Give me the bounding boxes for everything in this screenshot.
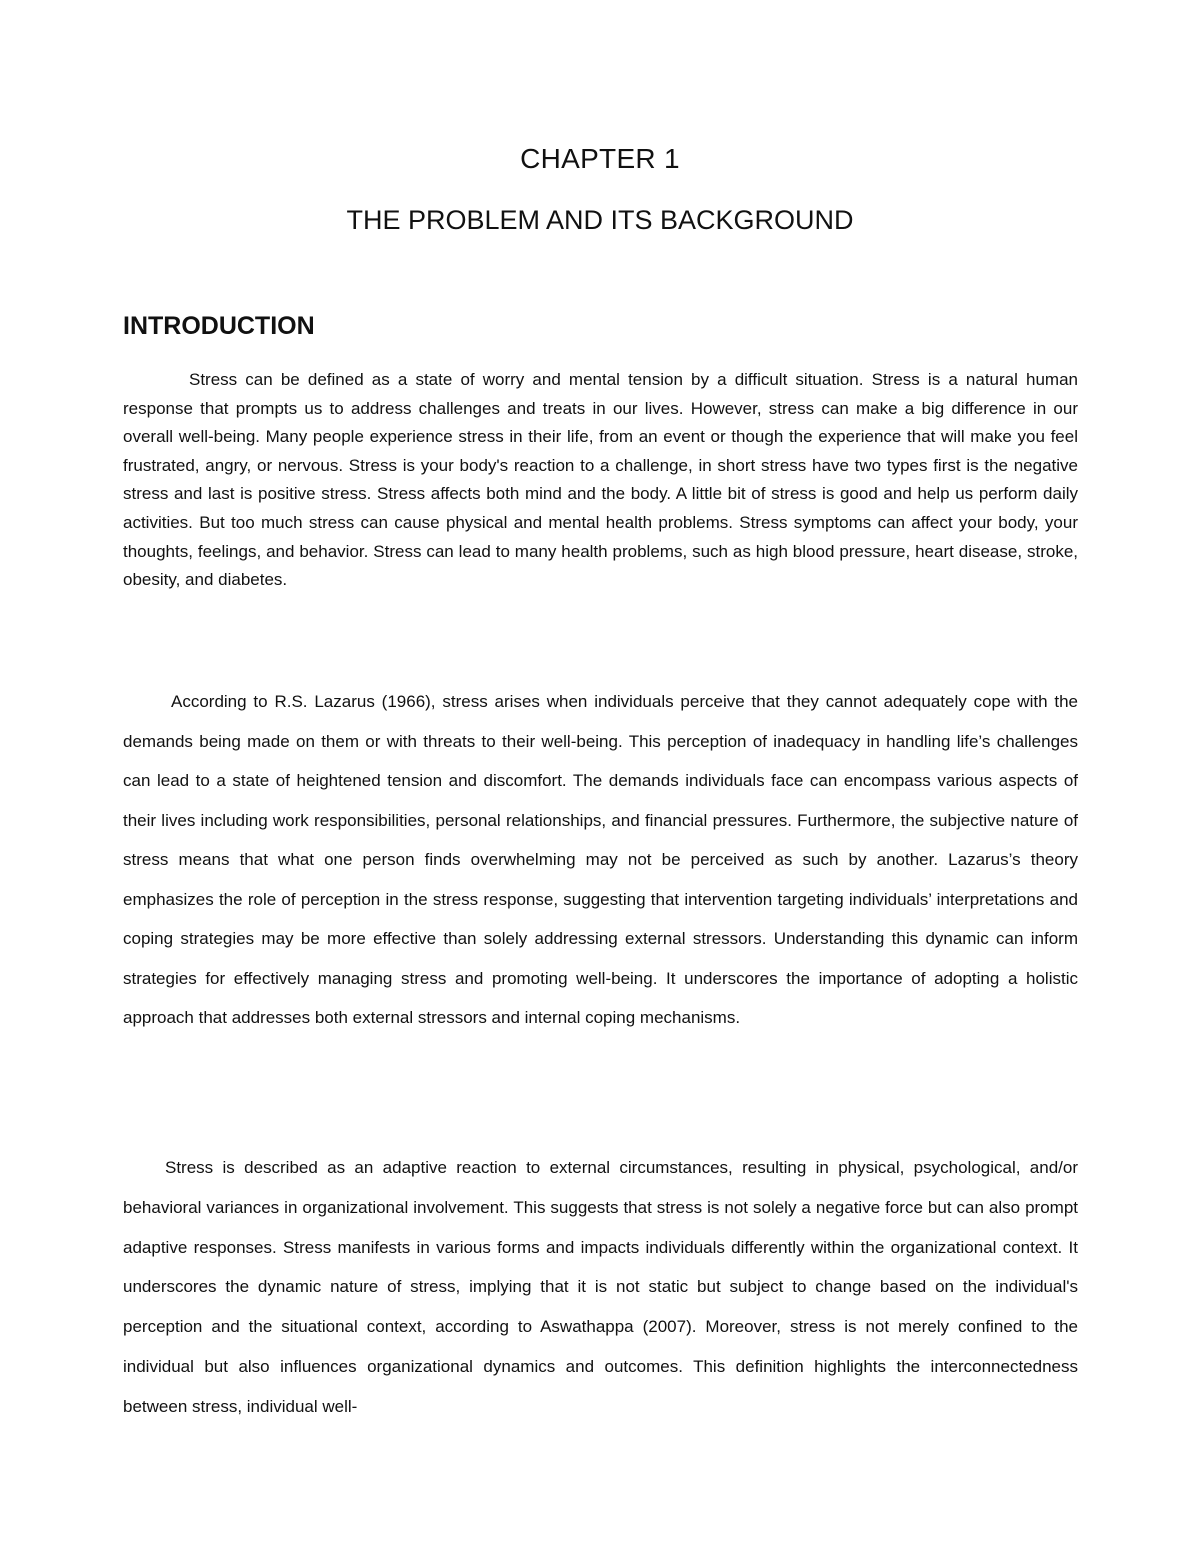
paragraph: According to R.S. Lazarus (1966), stress arises when individuals perceive that they cannot adequately cope with the demands being made on them or with threats to their well-being. This perception of inadequacy in handling life’s challenges can lead to a state of heightened tension and discomfort. The demands individuals face can encompass various aspects of their lives including work responsibilities, personal relationships, and financial pressures. Furthermore, the subjective nature of stress means that what one person finds overwhelming may not be perceived as such by another. Lazarus’s theory emphasizes the role of perception in the stress response, suggesting that intervention targeting individuals’ interpretations and coping strategies may be more effective than solely addressing external stressors. Understanding this dynamic can inform strategies for effectively managing stress and promoting well-being. It underscores the importance of adopting a holistic approach that addresses both external stressors and internal coping mechanisms.	[123, 692, 1078, 1027]
section-heading-introduction: INTRODUCTION	[123, 312, 315, 340]
chapter-title: THE PROBLEM AND ITS BACKGROUND	[346, 205, 854, 235]
chapter-label: CHAPTER 1	[520, 143, 680, 174]
paragraph: Stress is described as an adaptive reaction to external circumstances, resulting in physical, psychological, and/or behavioral variances in organizational involvement. This suggests that stress is not solely a negative force but can also prompt adaptive responses. Stress manifests in various forms and impacts individuals differently within the organizational context. It underscores the dynamic nature of stress, implying that it is not static but subject to change based on the individual's perception and the situational context, according to Aswathappa (2007). Moreover, stress is not merely confined to the individual but also influences organizational dynamics and outcomes. This definition highlights the interconnectedness between stress, individual well-	[123, 1158, 1078, 1416]
paragraph: Stress can be defined as a state of worry and mental tension by a difficult situation. Stress is a natural human response that prompts us to address challenges and treats in our lives. However, stress can make a big difference in our overall well-being. Many people experience stress in their life, from an event or though the experience that will make you feel frustrated, angry, or nervous. Stress is your body's reaction to a challenge, in short stress have two types first is the negative stress and last is positive stress. Stress affects both mind and the body. A little bit of stress is good and help us perform daily activities. But too much stress can cause physical and mental health problems. Stress symptoms can affect your body, your thoughts, feelings, and behavior. Stress can lead to many health problems, such as high blood pressure, heart disease, stroke, obesity, and diabetes.	[123, 370, 1078, 590]
